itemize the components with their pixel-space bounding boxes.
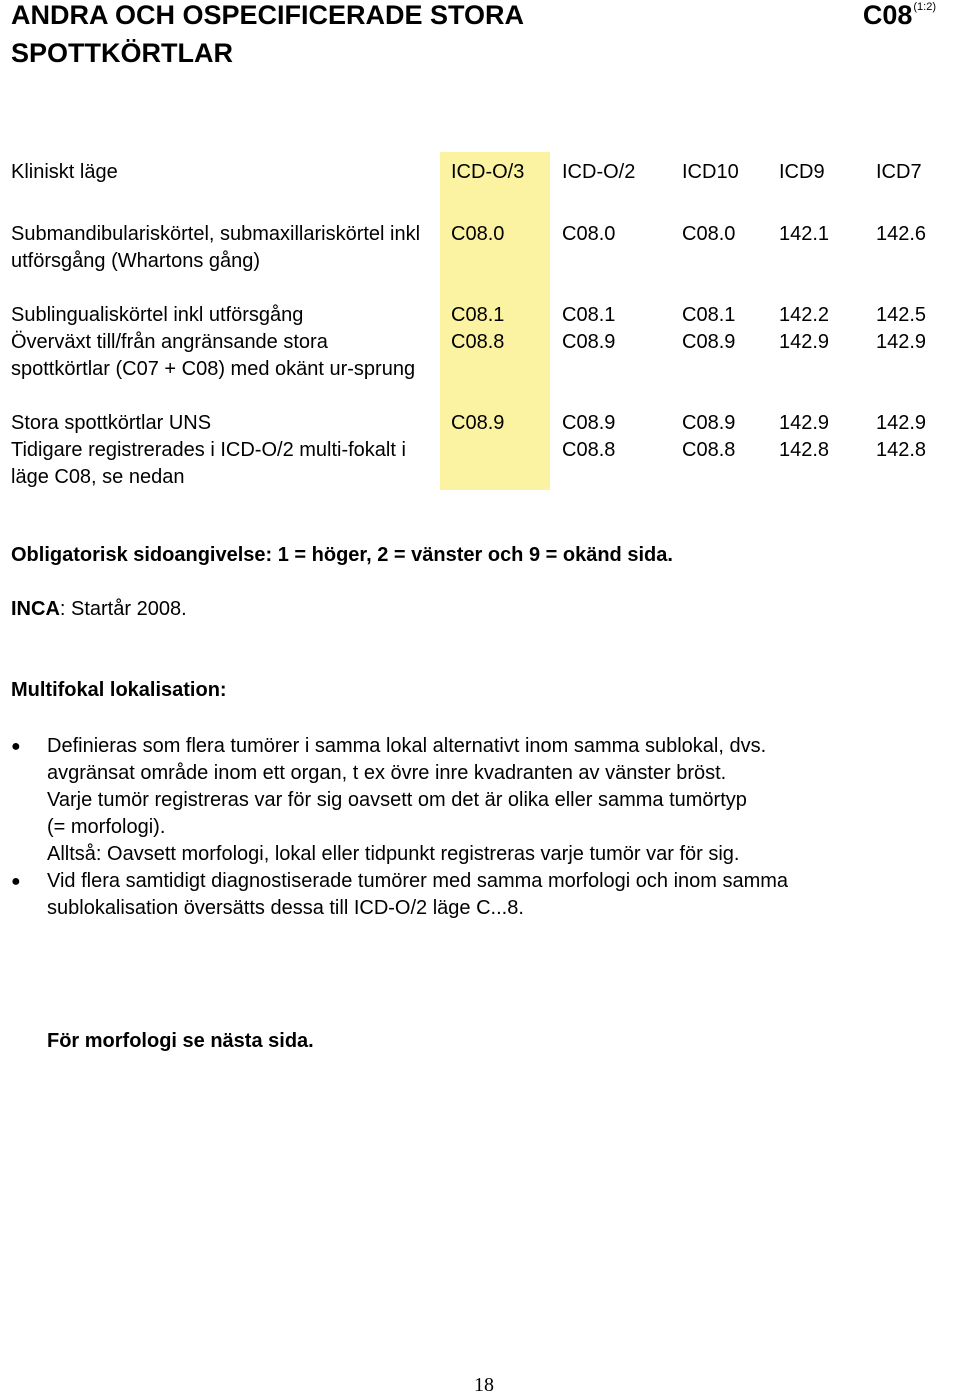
header-icd10: ICD10: [682, 161, 739, 183]
row-icdo2: C08.0: [562, 223, 616, 245]
row-location: Tidigare registrerades i ICD-O/2 multi-fokalt i läge C08, se nedan: [11, 439, 406, 488]
bullet-line: sublokalisation översätts dessa till ICD-O/2 läge C...8.: [47, 897, 524, 919]
row-icd9: 142.1: [779, 223, 830, 245]
side-indication-note: Obligatorisk sidoangivelse: 1 = höger, 2 = vänster och 9 = okänd sida.: [11, 544, 673, 566]
row-icdo2: C08.1: [562, 304, 616, 326]
code-label: C08: [862, 0, 913, 30]
row-icd10: C08.9: [682, 331, 736, 353]
bullet-line: Alltså: Oavsett morfologi, lokal eller tidpunkt registreras varje tumör var för sig.: [47, 843, 740, 865]
row-icdo2: C08.8: [562, 439, 616, 461]
header-icd7: ICD7: [876, 161, 922, 183]
row-icd9: 142.9: [779, 412, 830, 434]
row-location: Sublingualiskörtel inkl utförsgång: [11, 304, 304, 326]
row-icdo2: C08.9: [562, 412, 616, 434]
row-icd7: 142.9: [876, 331, 927, 353]
page-code: [863, 0, 936, 31]
page-title-line1: ANDRA OCH OSPECIFICERADE STORA: [11, 0, 525, 30]
page-title-line2: SPOTTKÖRTLAR: [11, 38, 233, 68]
row-icd7: 142.5: [876, 304, 927, 326]
bullet-line: Vid flera samtidigt diagnostiserade tumörer med samma morfologi och inom samma: [47, 870, 789, 892]
header-icdo2: ICD-O/2: [562, 161, 636, 183]
bullet-line: avgränsat område inom ett organ, t ex övre inre kvadranten av vänster bröst.: [47, 762, 727, 784]
row-icdo3: C08.9: [451, 412, 505, 434]
row-icd7: 142.8: [876, 439, 927, 461]
bullet-item-simultaneous: [11, 868, 951, 922]
bullet-icon: ●: [11, 873, 21, 890]
multifocal-title: Multifokal lokalisation:: [11, 679, 227, 701]
header-icd9: ICD9: [779, 161, 825, 183]
bullet-line: Varje tumör registreras var för sig oavsett om det är olika eller samma tumörtyp: [47, 789, 747, 811]
bullet-icon: ●: [11, 738, 21, 755]
inca-note: [11, 598, 187, 621]
row-icdo3: C08.0: [451, 223, 505, 245]
header-icdo3: ICD-O/3: [451, 161, 525, 183]
next-page-note: För morfologi se nästa sida.: [47, 1030, 314, 1052]
bullet-item-definition: [11, 733, 951, 868]
code-superscript: (1:2): [913, 1, 936, 13]
row-icd10: C08.0: [682, 223, 736, 245]
row-icd9: 142.9: [779, 331, 830, 353]
row-icdo3: C08.1: [451, 304, 505, 326]
bullet-line: Definieras som flera tumörer i samma lokal alternativt inom samma sublokal, dvs.: [47, 735, 767, 757]
header-kliniskt-lage: Kliniskt läge: [11, 161, 118, 183]
row-location: Submandibulariskörtel, submaxillariskörtel inkl utförsgång (Whartons gång): [11, 223, 421, 272]
row-icd7: 142.9: [876, 412, 927, 434]
row-location: Stora spottkörtlar UNS: [11, 412, 212, 434]
inca-label: INCA: [11, 598, 60, 620]
row-icdo3: C08.8: [451, 331, 505, 353]
row-icd10: C08.8: [682, 439, 736, 461]
row-icd10: C08.1: [682, 304, 736, 326]
page-number: 18: [474, 1374, 494, 1396]
row-icd9: 142.2: [779, 304, 830, 326]
row-location: Överväxt till/från angränsande stora spottkörtlar (C07 + C08) med okänt ur-sprung: [11, 331, 416, 380]
row-icdo2: C08.9: [562, 331, 616, 353]
row-icd7: 142.6: [876, 223, 927, 245]
bullet-line: (= morfologi).: [47, 816, 166, 838]
row-icd9: 142.8: [779, 439, 830, 461]
row-icd10: C08.9: [682, 412, 736, 434]
inca-text: : Startår 2008.: [59, 598, 187, 620]
